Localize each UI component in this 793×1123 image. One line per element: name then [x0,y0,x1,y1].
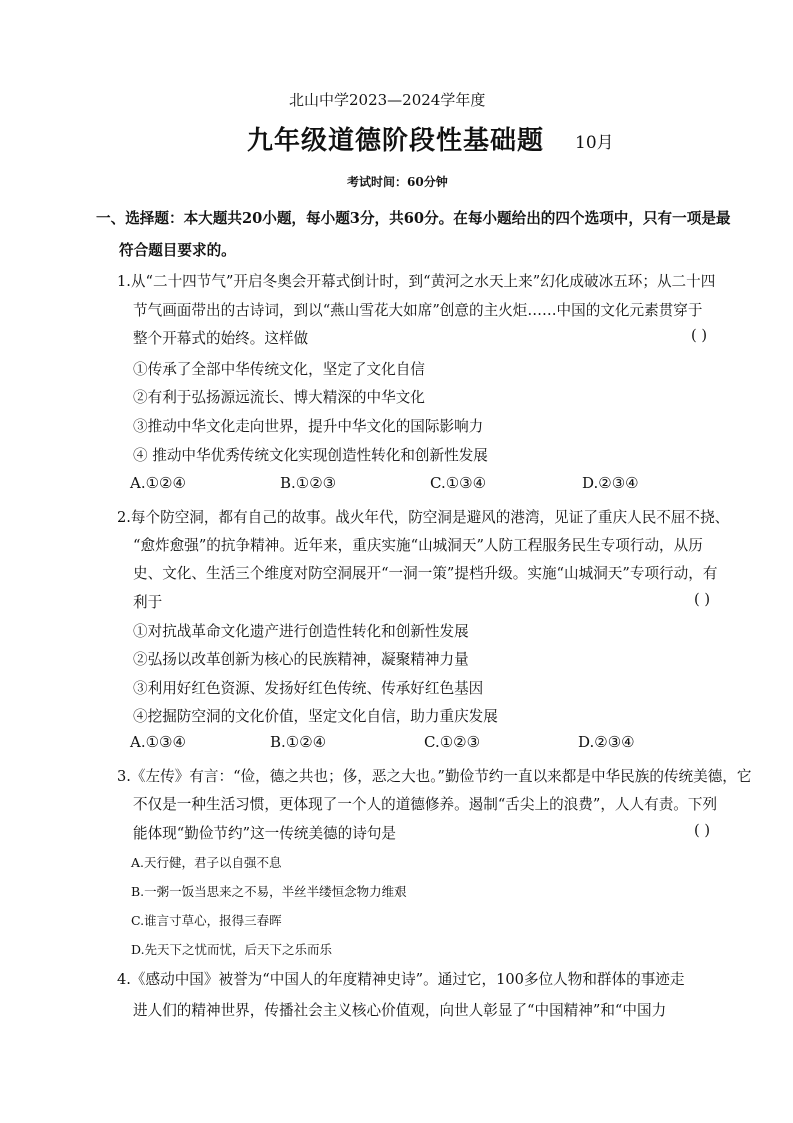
q3-stem-line: 不仅是一种生活习惯，更体现了一个人的道德修养。遏制“舌尖上的浪费”，人人有责。下列 [133,796,718,813]
q2-item: ③利用好红色资源、发扬好红色传统、传承好红色基因 [133,680,484,697]
q2-item: ①对抗战革命文化遗产进行创造性转化和创新性发展 [133,623,469,640]
section-heading-line1: 一、选择题：本大题共20小题，每小题3分，共60分。在每小题给出的四个选项中，只有一项是最 [96,210,731,227]
q4-stem-line: 进人们的精神世界，传播社会主义核心价值观，向世人彰显了“中国精神”和“中国力 [133,1002,667,1019]
section-heading-line2: 符合题目要求的。 [119,242,236,259]
q2-choice-d: D.②③④ [578,733,635,751]
q3-option-c: C.谁言寸草心，报得三春晖 [131,913,282,928]
q2-choice-b: B.①②④ [270,733,327,751]
q2-stem-line: 利于 [133,594,163,611]
q2-choice-c: C.①②③ [424,733,481,751]
q3-stem-line: 3.《左传》有言：“俭，德之共也；侈，恶之大也。”勤俭节约一直以来都是中华民族的传统美德，它 [117,768,752,785]
q2-stem-line: 史、文化、生活三个维度对防空洞展开“一洞一策”提档升级。实施“山城洞天”专项行动，有 [133,565,718,582]
q3-option-a: A.天行健，君子以自强不息 [131,855,282,870]
q2-choice-a: A.①③④ [130,733,186,751]
q3-stem-line: 能体现“勤俭节约”这一传统美德的诗句是 [133,825,397,842]
q1-item: ④ 推动中华优秀传统文化实现创造性转化和创新性发展 [133,447,488,464]
q1-stem-line: 整个开幕式的始终。这样做 [133,330,309,347]
q2-stem-line: 2.每个防空洞，都有自己的故事。战火年代，防空洞是避风的港湾，见证了重庆人民不屈不挠、 [117,509,730,526]
q3-option-d: D.先天下之忧而忧，后天下之乐而乐 [131,942,333,957]
q1-item: ③推动中华文化走向世界，提升中华文化的国际影响力 [133,418,484,435]
q1-choice-c: C.①③④ [430,474,487,492]
q2-stem-line: “愈炸愈强”的抗争精神。近年来，重庆实施“山城洞天”人防工程服务民生专项行动，从历 [133,537,703,554]
month-label: 10月 [575,133,614,153]
q2-answer-blank: ( ) [694,591,711,608]
q2-item: ②弘扬以改革创新为核心的民族精神，凝聚精神力量 [133,651,469,668]
q1-item: ①传承了全部中华传统文化，坚定了文化自信 [133,361,425,378]
page-title: 九年级道德阶段性基础题 [247,126,545,156]
q2-item: ④挖掘防空洞的文化价值，坚定文化自信，助力重庆发展 [133,708,498,725]
q1-choice-b: B.①②③ [280,474,337,492]
q1-stem-line: 节气画面带出的古诗词，到以“燕山雪花大如席”创意的主火炬……中国的文化元素贯穿于 [133,302,703,319]
q1-choice-a: A.①②④ [130,474,186,492]
school-year: 北山中学2023—2024学年度 [289,91,486,109]
q3-option-b: B.一粥一饭当思来之不易，半丝半缕恒念物力维艰 [131,884,407,899]
q1-item: ②有利于弘扬源远流长、博大精深的中华文化 [133,389,425,406]
q1-stem-line: 1.从“二十四节气”开启冬奥会开幕式倒计时，到“黄河之水天上来”幻化成破冰五环；从二十四 [117,273,716,290]
exam-time: 考试时间：60分钟 [347,175,448,189]
q1-choice-d: D.②③④ [582,474,639,492]
q3-answer-blank: ( ) [694,822,711,839]
q4-stem-line: 4.《感动中国》被誉为“中国人的年度精神史诗”。通过它，100多位人物和群体的事迹走 [117,971,685,988]
q1-answer-blank: ( ) [691,327,708,344]
